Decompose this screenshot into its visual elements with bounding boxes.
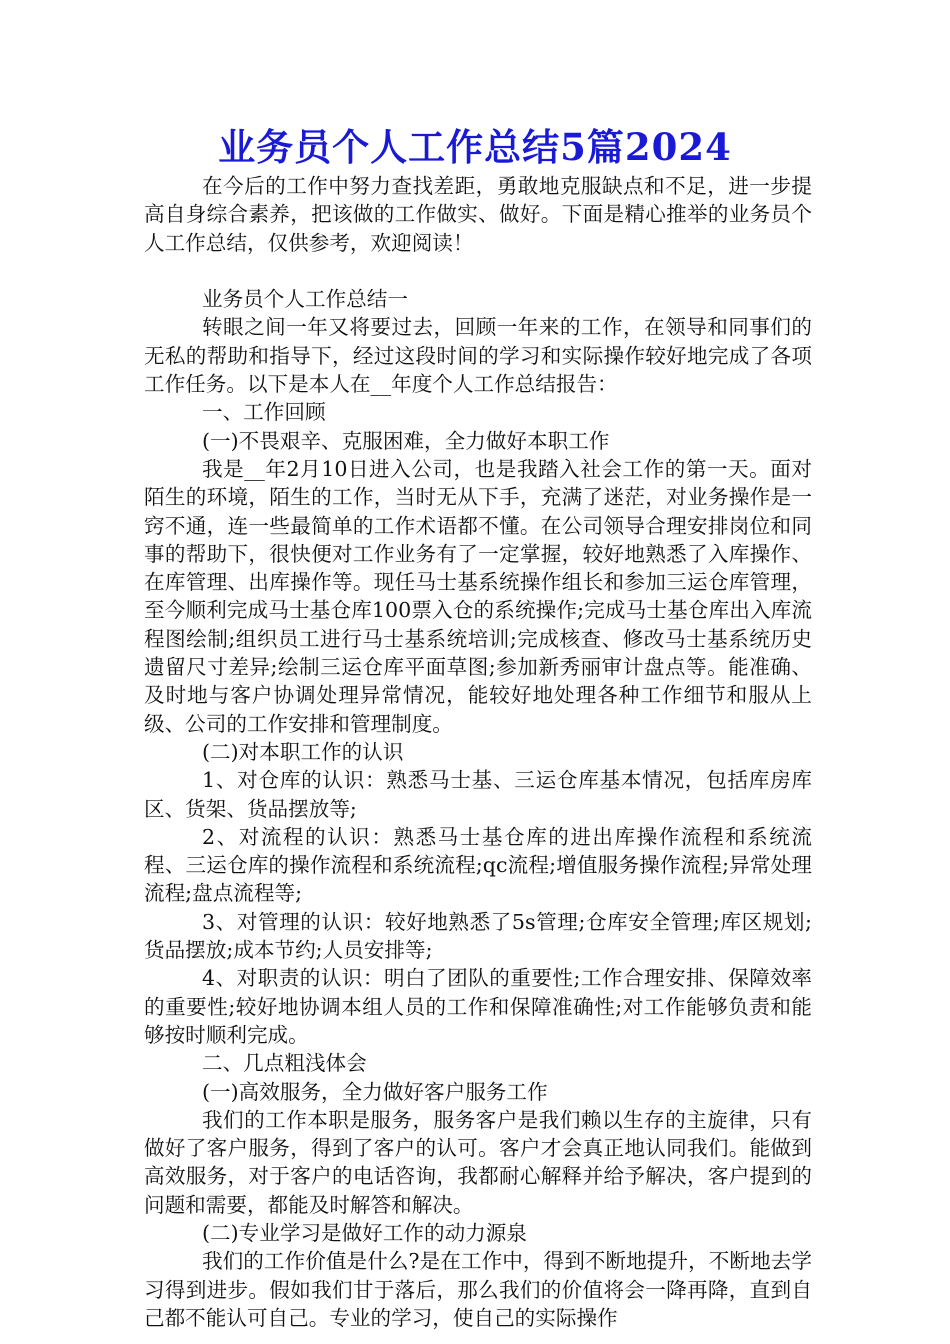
list-item: 4、对职责的认识：明白了团队的重要性;工作合理安排、保障效率的重要性;较好地协调本组人员的工作和保障准确性;对工作能够负责和能够按时顺利完成。 xyxy=(144,966,812,1047)
paragraph: 转眼之间一年又将要过去，回顾一年来的工作，在领导和同事们的无私的帮助和指导下，经过这段时间的学习和实际操作较好地完成了各项工作任务。以下是本人在__年度个人工作总结报告： xyxy=(144,315,812,397)
subheading: 二、几点粗浅体会 xyxy=(202,1051,367,1076)
section-heading: 业务员个人工作总结一 xyxy=(202,287,408,312)
subheading: (二)对本职工作的认识 xyxy=(202,739,404,764)
subheading: (二)专业学习是做好工作的动力源泉 xyxy=(202,1220,527,1245)
paragraph: 我们的工作本职是服务，服务客户是我们赖以生存的主旋律，只有做好了客户服务，得到了客户的认可。客户才会真正地认同我们。能做到高效服务，对于客户的电话咨询，我都耐心解释并给予解决，客户提到的问题和需要，都能及时解答和解决。 xyxy=(144,1107,812,1217)
subheading: 一、工作回顾 xyxy=(202,400,326,425)
paragraph: 我是__年2月10日进入公司，也是我踏入社会工作的第一天。面对陌生的环境，陌生的工作，当时无从下手，充满了迷茫，对业务操作是一窍不通，连一些最简单的工作术语都不懂。在公司领导合理安排岗位和同事的帮助下，很快便对工作业务有了一定掌握，较好地熟悉了入库操作、在库管理、出库操作等。现任马士基系统操作组长和参加三运仓库管理，至今顺利完成马士基仓库100票入仓的系统操作;完成马士基仓库出入库流程图绘制;组织员工进行马士基系统培训;完成核查、修改马士基系统历史遗留尺寸差异;绘制三运仓库平面草图;参加新秀丽审计盘点等。能准确、及时地与客户协调处理异常情况，能较好地处理各种工作细节和服从上级、公司的工作安排和管理制度。 xyxy=(144,456,812,736)
document-body xyxy=(144,172,812,1332)
intro-paragraph: 在今后的工作中努力查找差距，勇敢地克服缺点和不足，进一步提高自身综合素养，把该做的工作做实、做好。下面是精心推举的业务员个人工作总结，仅供参考，欢迎阅读！ xyxy=(144,174,812,255)
paragraph: 我们的工作价值是什么?是在工作中，得到不断地提升，不断地去学习得到进步。假如我们甘于落后，那么我们的价值将会一降再降，直到自己都不能认可自己。专业的学习，使自己的实际操作 xyxy=(144,1249,812,1330)
list-item: 2、对流程的认识：熟悉马士基仓库的进出库操作流程和系统流程、三运仓库的操作流程和系统流程;qc流程;增值服务操作流程;异常处理流程;盘点流程等; xyxy=(144,824,812,906)
subheading: (一)不畏艰辛、克服困难，全力做好本职工作 xyxy=(202,428,610,453)
subheading: (一)高效服务，全力做好客户服务工作 xyxy=(202,1079,548,1104)
document-title: 业务员个人工作总结5篇2024 xyxy=(218,125,732,169)
blank-line xyxy=(144,257,812,285)
list-item: 3、对管理的认识：较好地熟悉了5s管理;仓库安全管理;库区规划;货品摆放;成本节约;人员安排等; xyxy=(144,909,812,963)
list-item: 1、对仓库的认识：熟悉马士基、三运仓库基本情况，包括库房库区、货架、货品摆放等; xyxy=(144,768,812,821)
